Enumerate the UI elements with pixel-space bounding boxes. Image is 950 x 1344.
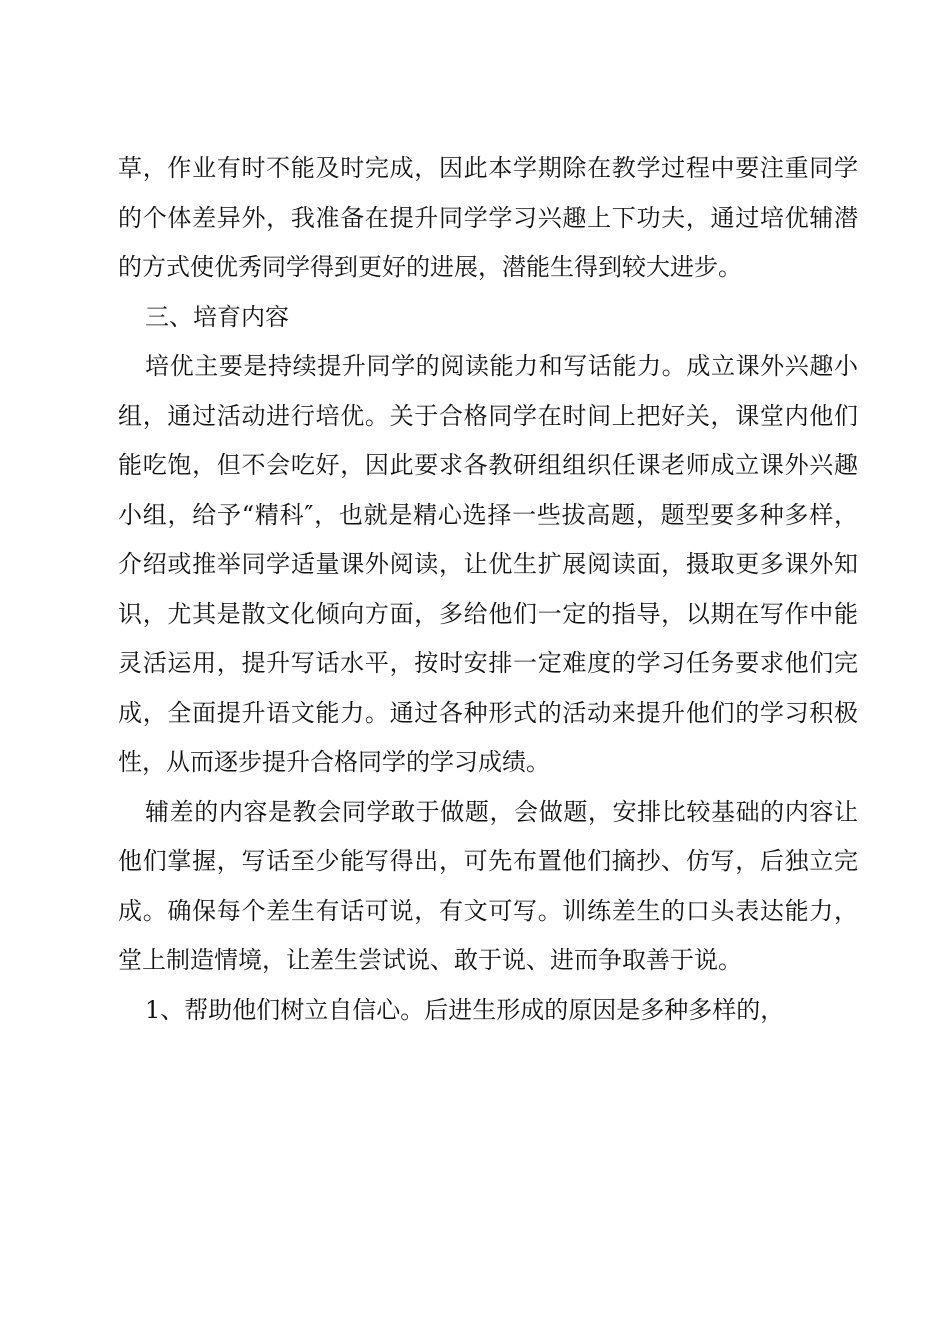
body-text [118,144,858,1035]
paragraph-list-item-1: 1、帮助他们树立自信心。后进生形成的原因是多种多样的， [145,995,785,1024]
section-heading: 三、培育内容 [145,302,289,331]
paragraph-continuation: 草，作业有时不能及时完成，因此本学期除在教学过程中要注重同学的个体差异外，我准备在提升同学学习兴趣上下功夫，通过培优辅潜的方式使优秀同学得到更好的进展，潜能生得到较大进步。 [118,154,858,281]
paragraph-struggling-students: 辅差的内容是教会同学敢于做题，会做题，安排比较基础的内容让他们掌握，写话至少能写得出，可先布置他们摘抄、仿写，后独立完成。确保每个差生有话可说，有文可写。训练差生的口头表达能力，堂上制造情境，让差生尝试说、敢于说、进而争取善于说。 [118,797,858,974]
paragraph-advanced-students: 培优主要是持续提升同学的阅读能力和写话能力。成立课外兴趣小组，通过活动进行培优。关于合格同学在时间上把好关，课堂内他们能吃饱，但不会吃好，因此要求各教研组组织任课老师成立课外兴趣小组，给予“精科″，也就是精心选择一些拔高题，题型要多种多样，介绍或推举同学适量课外阅读，让优生扩展阅读面，摄取更多课外知识，尤其是散文化倾向方面，多给他们一定的指导，以期在写作中能灵活运用，提升写话水平，按时安排一定难度的学习任务要求他们完成，全面提升语文能力。通过各种形式的活动来提升他们的学习积极性，从而逐步提升合格同学的学习成绩。 [118,352,858,776]
